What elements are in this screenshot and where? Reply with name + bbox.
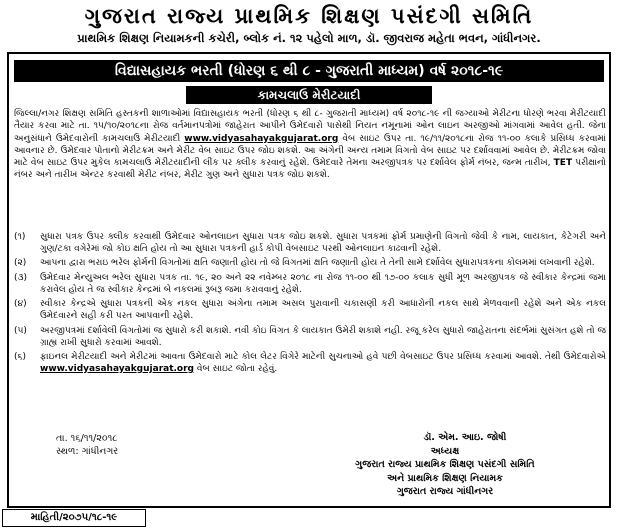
- instruction-number: (૩): [14, 272, 28, 283]
- org-title: ગુજરાત રાજ્ય પ્રાથમિક શિક્ષણ પસંદગી સમિતિ: [84, 4, 534, 28]
- instruction-number: (૬): [14, 351, 27, 362]
- website-link[interactable]: www.vidyasahayakgujarat.org: [184, 133, 339, 144]
- signatory-name: ડૉ. એમ. આઇ. જોષી: [423, 432, 507, 443]
- notice-place: સ્થળ: ગાંધીનગર: [56, 446, 119, 457]
- signature-block: [300, 431, 590, 499]
- instruction-text: સ્વીકાર કેન્દ્રએ સુધારા પત્રકની એક નકલ સુધારા અંગેના તમામ અસલ પુરાવાની ચકાસણી કરી આધારોની નકલ સાથે મેળવવાની રહેશે અને એક નકલ ઉમેદવારને સહી કરી પરત આપવાની રહેશે.: [40, 299, 606, 322]
- intro-text-3: પરીક્ષાનો નંબર અને તારીખ એન્ટર કરવાથી મેરીટ નંબર, મેરીટ ગુણ અને સુધારા પત્રક જોઇ શકશે.: [14, 158, 606, 181]
- office-address: પ્રાથમિક શિક્ષણ નિયામકની કચેરી, બ્લોક નં. ૧૨ પહેલો માળ, ડૉ. જીવરાજ મહેતા ભવન, ગાંધીનગર.: [77, 31, 541, 45]
- instruction-text: સુધારા પત્રક ઉપર ક્લીક કરવાથી ઉમેદવાર ઓનલાઇન સુધારા પત્રક જોઇ શકશે. સુધારા પત્રકમાં ફોર્મ પ્રમાણેની વિગતો જેવી કે નામ, લાયકાત, કેટેગરી અને ગુણ/ટકા વગેરેમાં જો કોઇ ક્ષતિ હોય તો આ સુધારા પત્રકની હાર્ડ કોપી વેબસાઇટ પરથી ઓનલાઇન કાઢવાની રહેશે.: [40, 232, 606, 254]
- instruction-item: [14, 325, 606, 349]
- intro-text-2: વેબ સાઇટ ઉપર તા. ૧૯/૧૧/૨૦૧૮ના રોજ ૧૧-૦૦ કલાકે પ્રસિધ્ધ કરવામાં આવનાર છે. ઉમેદવાર પોતાનો મેરીટક્રમ અને મેરીટ વેબ સાઇટ ઉપર જોઇ શકશે. આ અંગેની અન્ય તમામ વિગતો વેબ સાઇટ પર દર્શાવવામાં આવેલ છે. મેરીટક્રમ જોવા માટે વેબ સાઇટ ઉપર મુકેલ કામચલાઉ મેરીટયાદીની લીંક પર ક્લીક કરવાનું રહેશે. ઉમેદવારે તેમના અરજીપત્રક પર દર્શાવેલ ફોર્મ નંબર, જન્મ તારીખ,: [14, 133, 606, 169]
- info-reference-number: માહિતી/૨૦૭૫/૧૮-૧૯: [2, 509, 146, 527]
- instruction-item: [14, 231, 606, 255]
- tet-label: TET: [553, 158, 573, 169]
- instruction-text-part: વેબ સાઇટ જોતા રહેવું.: [196, 363, 278, 374]
- provisional-merit-list-banner: કામચલાઉ મેરીટયાદી: [186, 86, 432, 104]
- signatory-org-line-2: અને પ્રાથમિક શિક્ષણ નિયામક: [387, 472, 503, 484]
- instruction-number: (૧): [14, 232, 26, 242]
- notice-date: તા. ૧૬/૧૧/૨૦૧૮: [56, 433, 118, 444]
- instruction-item: [14, 272, 606, 296]
- instruction-text: અરજીપત્રમાં દર્શાવેલી વિગતોમાં જ સુધારો કરી શકાશે. નવી કોઇ વિગત કે લાયકાત ઉમેરી શકાશે નહી. રજૂ કરેલ સુધારો જાહેરાતના સંદર્ભમાં સુસંગત હશે તો જ ગ્રાહ્ય રાખી સુધારો કરવામાં આવશે.: [40, 325, 606, 348]
- signatory-org-line-3: ગુજરાત રાજ્ય ગાંધીનગર: [396, 486, 494, 497]
- instruction-item: [14, 257, 606, 269]
- instruction-text: [40, 351, 606, 375]
- instruction-item: [14, 351, 606, 375]
- signatory-designation: અધ્યક્ષ: [430, 445, 460, 457]
- instruction-text: આપના દ્વારા ભરાઇ ભરેલ ફોર્મની વિગતોમાં ક્ષતિ જણાતી હોય તો જે વિગતમાં ક્ષતિ જણાતી હોય તે તેની સામે દર્શાવેલ સુધારાપત્રકના કોલમમાં લખવાની રહેશે.: [40, 258, 595, 269]
- instruction-number: (૪): [14, 299, 27, 310]
- intro-paragraph: [14, 108, 606, 182]
- signatory-org-line-1: ગુજરાત રાજ્ય પ્રાથમિક શિક્ષણ પસંદગી સમિતિ: [355, 459, 535, 470]
- website-link[interactable]: www.vidyasahayakgujarat.org: [40, 363, 194, 374]
- intro-text-1: જિલ્લા/નગર શિક્ષણ સમિતિ હસ્તકની શાળાઓમાં વિદ્યાસહાયક ભરતી (ધોરણ ૬ થી ૮- ગુજરાતી માધ્યમ) વર્ષ ૨૦૧૮-૧૯ ની જગ્યાઓ મેરીટના ધોરણે ભરવા મેરીટયાદી તૈયાર કરવા માટે તા. ૧૫/૧૦/૨૦૧૮ના રોજ વર્તમાનપત્રોમાં જાહેરાત આપીને ઉમેદવારો પાસેથી નિયત નમૂનામાં ઓન લાઇન અરજીઓ માંગવામાં આવેલ હતી. જેના અનુસંધાને ઉમેદવારોની કામચલાઉ મેરીટયાદી: [14, 109, 606, 144]
- recruitment-title-banner: વિદ્યાસહાયક ભરતી (ધોરણ ૬ થી ૮ - ગુજરાતી માધ્યમ) વર્ષ ૨૦૧૮-૧૯: [14, 60, 604, 82]
- instruction-number: (૫): [14, 325, 27, 336]
- instruction-number: (૨): [14, 258, 27, 269]
- instruction-item: [14, 298, 606, 322]
- instruction-text: ઉમેદવાર મેન્યુઅલ ભરેલ સુધારા પત્રક તા. ૧૯, ૨૦ અને ૨૨ નવેમ્બર ૨૦૧૮ ના રોજ ૧૧-૦૦ થી ૧૭-૦૦ કલાક સુધી મૂળ અરજીપત્રક જે સ્વીકાર કેન્દ્રમાં જમા કરાવેલ હોય તે જ સ્વીકાર કેન્દ્રમાં બે નકલમાં રૂબરૂ જમા કરાવવાનું રહેશે.: [40, 272, 606, 295]
- instructions-list: [14, 231, 606, 377]
- instruction-text-part: ફાઇનલ મેરીટયાદી અને મેરીટમાં આવતા ઉમેદવારો માટે કોલ લેટર વિગેરે માટેની સુચનાઓ હવે પછી વેબસાઇટ ઉપર પ્રસિધ્ધ કરવામાં આવશે. તેથી ઉમેદવારોએ: [40, 351, 606, 362]
